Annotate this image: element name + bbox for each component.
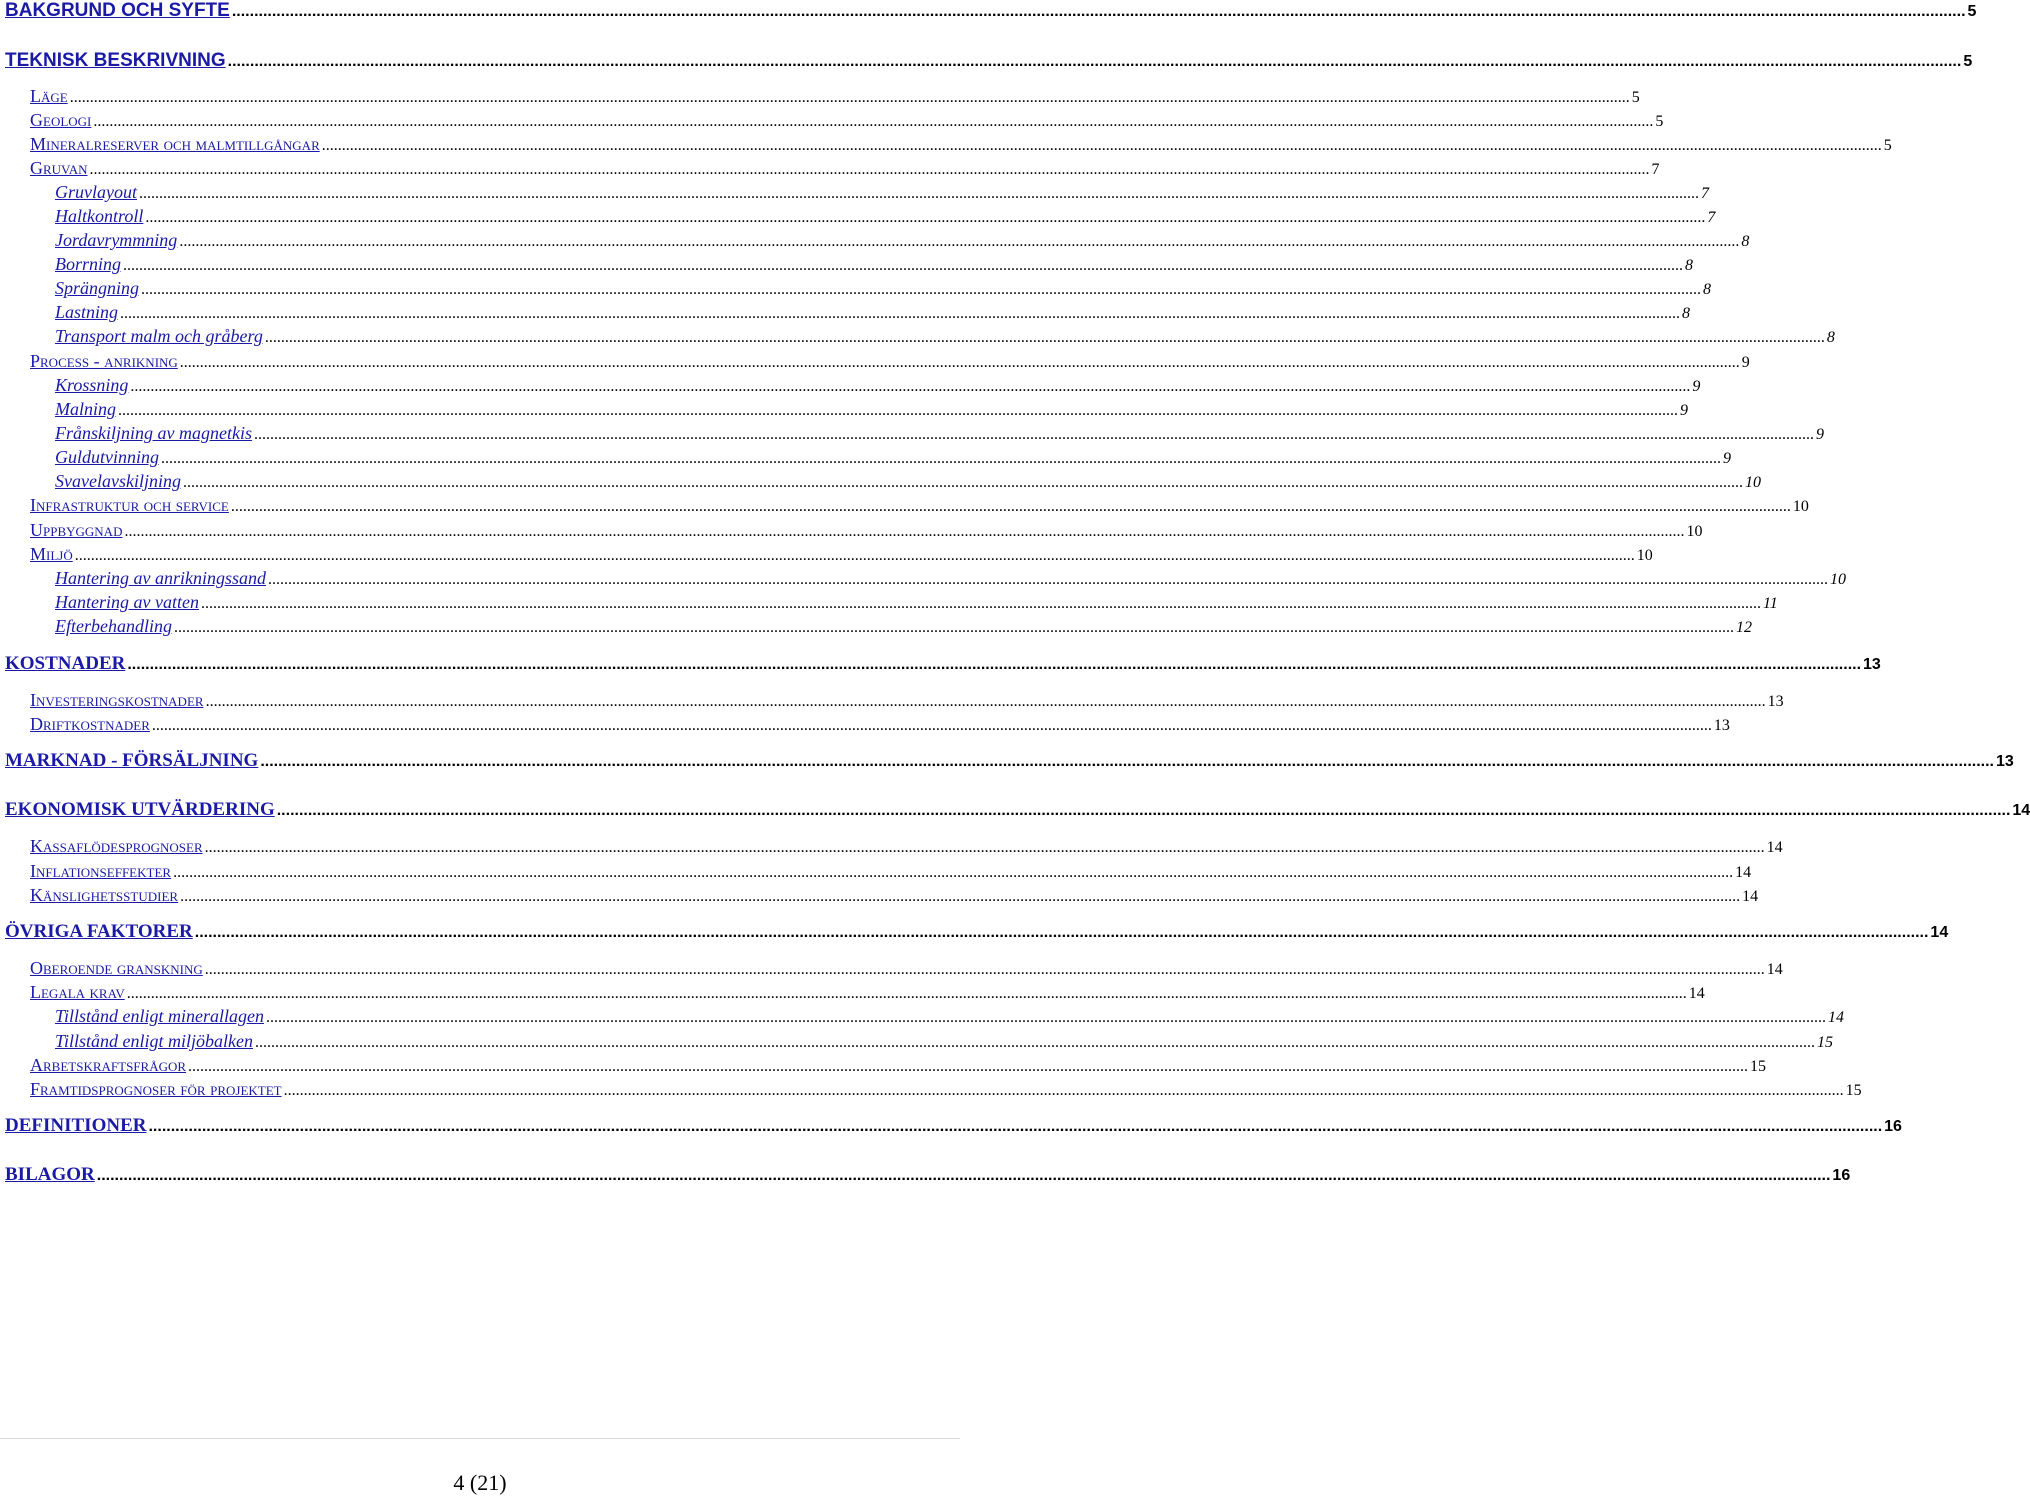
toc-leader-dots	[124, 523, 1684, 541]
toc-leader-dots	[232, 3, 1966, 21]
toc-leader-dots	[188, 1058, 1748, 1076]
toc-entry[interactable]	[0, 1115, 1902, 1137]
toc-entry[interactable]	[0, 375, 1701, 396]
toc-entry[interactable]	[0, 0, 1977, 22]
toc-entry-link[interactable]: BAKGRUND OCH SYFTE	[5, 0, 230, 21]
toc-page-number: 13	[1713, 717, 1730, 734]
toc-leader-dots	[268, 571, 1828, 589]
toc-entry-link[interactable]: Gruvlayout	[55, 182, 137, 202]
toc-entry[interactable]	[0, 799, 2030, 821]
toc-entry[interactable]	[0, 1055, 1767, 1076]
toc-page-number: 5	[1631, 89, 1640, 106]
toc-entry-link[interactable]: Guldutvinning	[55, 447, 159, 467]
toc-leader-dots	[201, 595, 1761, 613]
toc-entry[interactable]	[0, 1079, 1862, 1100]
toc-page-number: 8	[1685, 257, 1694, 274]
toc-entry[interactable]	[0, 592, 1778, 613]
toc-leader-dots	[195, 924, 1929, 942]
toc-entry[interactable]	[0, 86, 1640, 107]
toc-page-number: 11	[1762, 595, 1778, 612]
toc-entry[interactable]	[0, 447, 1731, 468]
toc-page-number: 9	[1723, 450, 1731, 467]
toc-leader-dots	[265, 329, 1825, 347]
toc-entry[interactable]	[0, 495, 1809, 516]
toc-leader-dots	[145, 209, 1705, 227]
toc-page-number: 13	[1996, 753, 2014, 770]
toc-page-number: 8	[1682, 305, 1691, 322]
toc-entry-link[interactable]: DEFINITIONER	[5, 1115, 147, 1136]
toc-entry-link[interactable]: TEKNISK BESKRIVNING	[5, 50, 226, 71]
toc-page-number: 9	[1815, 426, 1824, 443]
toc-leader-dots	[180, 888, 1740, 906]
toc-leader-dots	[183, 474, 1743, 492]
toc-entry[interactable]	[0, 1031, 1833, 1052]
toc-entry-link[interactable]: Geologi	[30, 110, 92, 130]
toc-entry[interactable]	[0, 836, 1783, 857]
toc-entry-link[interactable]: Hantering av vatten	[55, 592, 199, 612]
toc-entry-link[interactable]: Process - anrikning	[30, 351, 178, 371]
toc-entry[interactable]	[0, 520, 1703, 541]
toc-entry-link[interactable]: Mineralreserver och malmtillgångar	[30, 134, 320, 154]
toc-entry-link[interactable]: Transport malm och gråberg	[55, 326, 263, 346]
toc-leader-dots	[127, 656, 1861, 674]
toc-page-number: 5	[1963, 53, 1973, 70]
toc-entry-link[interactable]: Hantering av anrikningssand	[55, 568, 266, 588]
toc-entry-link[interactable]: Efterbehandling	[55, 616, 172, 636]
toc-entry[interactable]	[0, 351, 1750, 372]
toc-entry[interactable]	[0, 861, 1752, 882]
toc-entry-link[interactable]: Infrastruktur och service	[30, 495, 229, 515]
toc-page-number: 7	[1707, 209, 1716, 226]
toc-page-number: 9	[1741, 354, 1750, 371]
toc-page-number: 16	[1884, 1118, 1902, 1135]
toc-entry[interactable]	[0, 885, 1759, 906]
toc-leader-dots	[93, 113, 1653, 131]
toc-entry[interactable]	[0, 134, 1892, 155]
toc-page-number: 5	[1967, 3, 1977, 20]
toc-page-number: 12	[1735, 619, 1752, 636]
toc-entry[interactable]	[0, 230, 1750, 251]
toc-leader-dots	[180, 354, 1740, 372]
toc-entry[interactable]	[0, 326, 1835, 347]
toc-page-number: 10	[1686, 523, 1703, 540]
footer-divider	[0, 1438, 960, 1439]
toc-entry-link[interactable]: KOSTNADER	[5, 653, 126, 674]
toc-page-number: 10	[1830, 571, 1846, 588]
toc-page-number: 14	[1742, 888, 1759, 905]
toc-entry-link[interactable]: Läge	[30, 86, 68, 106]
toc-leader-dots	[90, 161, 1650, 179]
toc-entry[interactable]	[0, 616, 1752, 637]
toc-page-number: 5	[1883, 137, 1892, 154]
toc-leader-dots	[70, 89, 1630, 107]
toc-leader-dots	[174, 619, 1734, 637]
toc-page-number: 14	[2012, 802, 2030, 819]
toc-leader-dots	[97, 1167, 1831, 1185]
toc-entry-link[interactable]: Jordavrymmning	[55, 230, 178, 250]
toc-leader-dots	[141, 281, 1701, 299]
toc-leader-dots	[284, 1082, 1844, 1100]
toc-leader-dots	[206, 693, 1766, 711]
toc-entry[interactable]	[0, 399, 1688, 420]
toc-leader-dots	[118, 402, 1678, 420]
toc-page-number: 14	[1735, 864, 1752, 881]
toc-entry-link[interactable]: ÖVRIGA FAKTORER	[5, 921, 193, 942]
toc-entry[interactable]	[0, 206, 1716, 227]
toc-entry[interactable]	[0, 958, 1783, 979]
toc-entry-link[interactable]: MARKNAD - FÖRSÄLJNING	[5, 750, 259, 771]
toc-entry-link[interactable]: Malning	[55, 399, 116, 419]
toc-page-number: 8	[1826, 329, 1835, 346]
toc-page-number: 8	[1741, 233, 1750, 250]
toc-page-number: 15	[1817, 1034, 1833, 1051]
toc-leader-dots	[127, 985, 1687, 1003]
toc-entry[interactable]	[0, 471, 1761, 492]
toc-entry-link[interactable]: Oberoende granskning	[30, 958, 203, 978]
toc-leader-dots	[255, 1034, 1815, 1052]
toc-leader-dots	[322, 137, 1882, 155]
toc-leader-dots	[205, 839, 1765, 857]
toc-page-number: 10	[1636, 547, 1653, 564]
toc-entry-link[interactable]: Driftkostnader	[30, 714, 150, 734]
toc-page-number: 7	[1651, 161, 1660, 178]
toc-entry-link[interactable]: Gruvan	[30, 158, 88, 178]
toc-page-number: 13	[1767, 693, 1784, 710]
toc-leader-dots	[173, 864, 1733, 882]
toc-entry-link[interactable]: Tillstånd enligt minerallagen	[55, 1006, 265, 1026]
toc-page-number: 9	[1680, 402, 1688, 419]
toc-page-number: 14	[1766, 839, 1783, 856]
toc-entry[interactable]	[0, 302, 1691, 323]
toc-entry-link[interactable]: Legala krav	[30, 982, 125, 1002]
toc-leader-dots	[75, 547, 1635, 565]
toc-entry[interactable]	[0, 50, 1973, 72]
toc-leader-dots	[254, 426, 1814, 444]
toc-entry-link[interactable]: BILAGOR	[5, 1164, 95, 1185]
toc-entry-link[interactable]: Haltkontroll	[55, 206, 144, 226]
toc-leader-dots	[260, 753, 1994, 771]
toc-entry-link[interactable]: Sprängning	[55, 278, 140, 298]
toc-leader-dots	[266, 1009, 1826, 1027]
toc-entry-link[interactable]: EKONOMISK UTVÄRDERING	[5, 799, 275, 820]
toc-leader-dots	[139, 185, 1699, 203]
toc-entry[interactable]	[0, 254, 1694, 275]
toc-entry-link[interactable]: Investeringskostnader	[30, 690, 204, 710]
toc-leader-dots	[120, 305, 1680, 323]
toc-entry-link[interactable]: Inflationseffekter	[30, 861, 172, 881]
toc-leader-dots	[148, 1118, 1882, 1136]
toc-entry-link[interactable]: Arbetskraftsfrågor	[30, 1055, 187, 1075]
toc-entry-link[interactable]: Miljö	[30, 544, 73, 564]
toc-page-number: 14	[1930, 924, 1949, 941]
toc-leader-dots	[228, 53, 1962, 71]
toc-page-number: 14	[1688, 985, 1705, 1002]
toc-entry[interactable]	[0, 278, 1712, 299]
toc-entry[interactable]	[0, 982, 1705, 1003]
toc-entry[interactable]	[0, 423, 1824, 444]
toc-entry-link[interactable]: Framtidsprognoser för projektet	[30, 1079, 282, 1099]
toc-leader-dots	[205, 961, 1765, 979]
toc-entry[interactable]	[0, 714, 1730, 735]
toc-entry[interactable]	[0, 158, 1660, 179]
toc-page-number: 10	[1744, 474, 1761, 491]
toc-entry-link[interactable]: Krossning	[55, 375, 129, 395]
toc-entry[interactable]	[0, 182, 1709, 203]
toc-entry[interactable]	[0, 653, 1881, 675]
toc-entry-link[interactable]: Uppbyggnad	[30, 520, 123, 540]
toc-leader-dots	[123, 257, 1683, 275]
toc-entry[interactable]	[0, 544, 1653, 565]
toc-page-number: 5	[1655, 113, 1664, 130]
toc-leader-dots	[277, 802, 2011, 820]
toc-entry[interactable]	[0, 110, 1664, 131]
toc-entry[interactable]	[0, 750, 2014, 772]
toc-page-number: 13	[1863, 656, 1881, 673]
toc-entry[interactable]	[0, 568, 1846, 589]
toc-page-number: 15	[1845, 1082, 1862, 1099]
toc-page-number: 7	[1700, 185, 1709, 202]
toc-page-number: 14	[1766, 961, 1783, 978]
toc-entry-link[interactable]: Svavelavskiljning	[55, 471, 181, 491]
toc-leader-dots	[130, 378, 1690, 396]
toc-entry-link[interactable]: Kassaflödesprognoser	[30, 836, 203, 856]
toc-page-number: 8	[1703, 281, 1712, 298]
toc-entry[interactable]	[0, 1006, 1845, 1027]
toc-entry[interactable]	[0, 690, 1784, 711]
toc-leader-dots	[161, 450, 1721, 468]
toc-entry[interactable]	[0, 1164, 1851, 1186]
toc-entry-link[interactable]: Frånskiljning av magnetkis	[55, 423, 252, 443]
toc-leader-dots	[179, 233, 1739, 251]
toc-page-number: 15	[1750, 1058, 1767, 1075]
toc-page-number: 9	[1692, 378, 1701, 395]
page-number: 4 (21)	[453, 1470, 507, 1495]
toc-leader-dots	[231, 498, 1791, 516]
toc-entry[interactable]	[0, 921, 1949, 943]
toc-entry-link[interactable]: Känslighetsstudier	[30, 885, 179, 905]
toc-page-number: 16	[1832, 1167, 1851, 1184]
toc-leader-dots	[152, 717, 1712, 735]
toc-entry-link[interactable]: Lastning	[55, 302, 119, 322]
toc-page-number: 10	[1792, 498, 1809, 515]
toc-page-number: 14	[1828, 1009, 1845, 1026]
toc-entry-link[interactable]: Borrning	[55, 254, 122, 274]
toc-entry-link[interactable]: Tillstånd enligt miljöbalken	[55, 1031, 253, 1051]
